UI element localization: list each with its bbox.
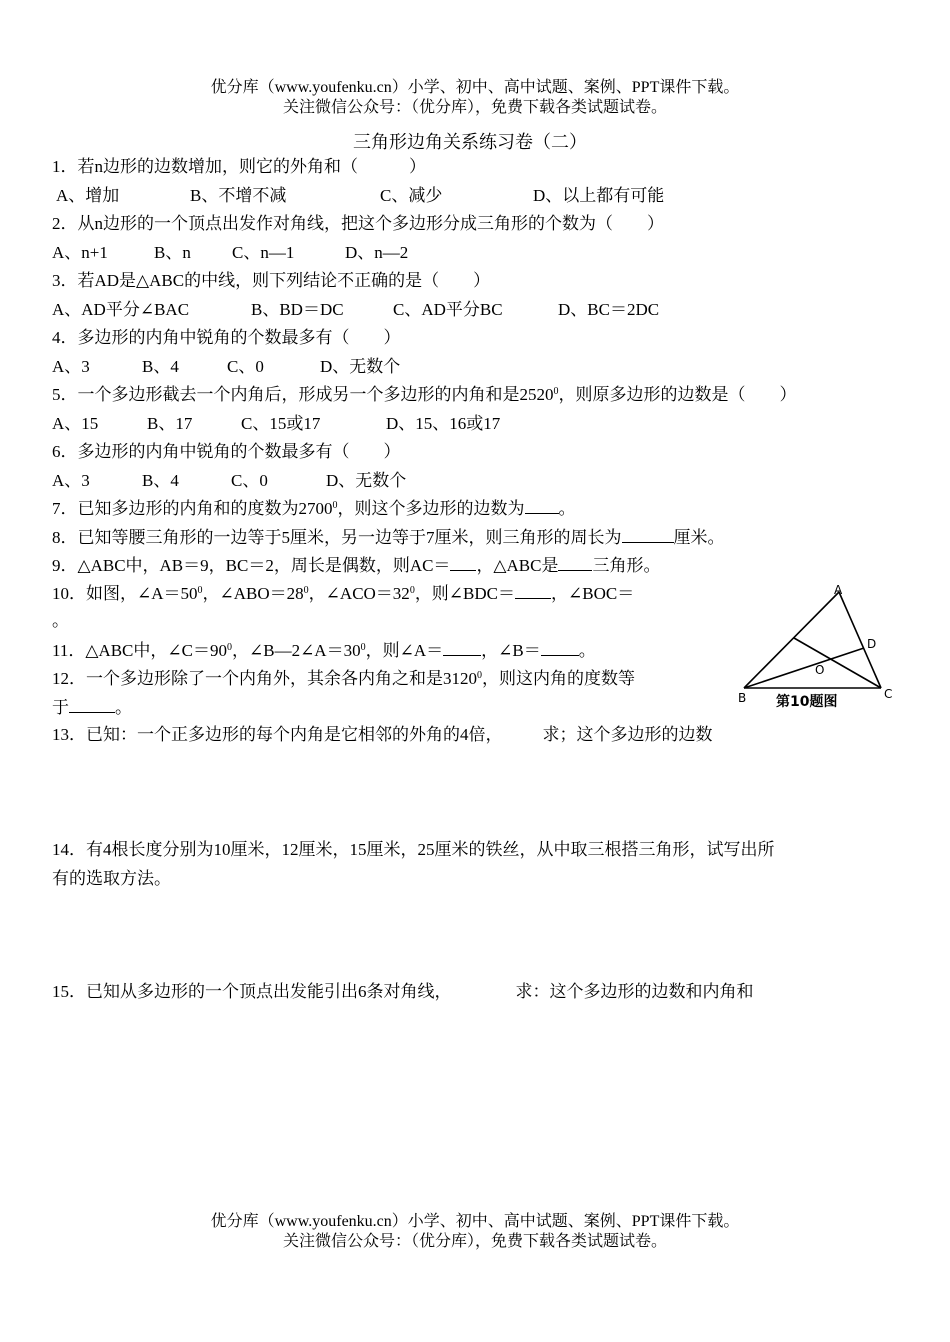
- question-9-text-b: ，△ABC是: [476, 556, 559, 575]
- question-1-stem: 1．若n边形的边数增加，则它的外角和（ ）: [52, 157, 426, 176]
- question-8: [52, 526, 725, 549]
- figure-question-10: [736, 582, 908, 710]
- question-9-text-a: 9．△ABC中，AB＝9，BC＝2，周长是偶数，则AC＝: [52, 556, 451, 575]
- question-4-option-b: B、4: [142, 357, 179, 376]
- question-10-text-5: ，∠BOC＝: [551, 584, 635, 603]
- degree-mark: 0: [409, 585, 415, 596]
- question-9: [52, 554, 660, 577]
- page-title: 三角形边角关系练习卷（二）: [353, 132, 587, 152]
- question-11-text-3: ，则∠A＝: [365, 641, 444, 660]
- answer-blank[interactable]: [443, 639, 481, 656]
- question-5-option-c: C、15或17: [241, 414, 321, 433]
- label-d: D: [867, 637, 877, 651]
- question-13-text-b: 求；这个多边形的边数: [542, 725, 713, 744]
- question-12-cont: [52, 696, 132, 719]
- question-5-stem: [52, 384, 797, 406]
- degree-mark: 0: [226, 642, 232, 653]
- question-11: [52, 639, 596, 662]
- question-4-option-a: A、3: [52, 357, 90, 376]
- question-11-text-4: ，∠B＝: [481, 641, 541, 660]
- question-14-line-2: 有的选取方法。: [52, 869, 171, 888]
- question-4-option-c: C、0: [227, 357, 264, 376]
- question-10-text-3: ，∠ACO＝32: [308, 584, 410, 603]
- question-9-text-c: 三角形。: [592, 556, 661, 575]
- footer-line-2: 关注微信公众号：（优分库），免费下载各类试题试卷。: [282, 1233, 667, 1250]
- question-2-option-a: A、n+1: [52, 243, 108, 262]
- side-ab: [744, 592, 839, 688]
- answer-blank[interactable]: [622, 526, 674, 543]
- question-12-text-4: 。: [115, 698, 132, 717]
- question-12: [52, 668, 635, 690]
- question-3-option-c: C、AD平分BC: [393, 300, 503, 319]
- question-6-option-c: C、0: [231, 471, 268, 490]
- question-3-option-d: D、BC＝2DC: [558, 300, 660, 319]
- question-11-text-5: 。: [578, 641, 596, 660]
- question-10-text-2: ，∠ABO＝28: [202, 584, 304, 603]
- question-11-text-2: ，∠B—2∠A＝30: [231, 641, 361, 660]
- question-7-text-c: 。: [558, 499, 576, 518]
- question-5-stem-a: 5．一个多边形截去一个内角后，形成另一个多边形的内角和是2520: [52, 385, 554, 404]
- question-5-option-b: B、17: [147, 414, 193, 433]
- label-c: C: [884, 687, 893, 701]
- label-b: B: [738, 691, 747, 705]
- question-11-text-1: 11．△ABC中，∠C＝90: [52, 641, 227, 660]
- question-15: [52, 981, 754, 1003]
- question-1-option-a: A、增加: [56, 186, 120, 205]
- question-14-line-1: 14．有4根长度分别为10厘米，12厘米，15厘米，25厘米的铁丝，从中取三根搭三角形，试写出所: [52, 840, 775, 859]
- question-6-stem: 6．多边形的内角中锐角的个数最多有（ ）: [52, 442, 401, 461]
- question-10-text-1: 10．如图，∠A＝50: [52, 584, 198, 603]
- question-3-option-b: B、BD＝DC: [251, 300, 344, 319]
- degree-mark: 0: [553, 386, 559, 397]
- question-12-text-1: 12．一个多边形除了一个内角外，其余各内角之和是3120: [52, 669, 477, 688]
- question-8-text-a: 8．已知等腰三角形的一边等于5厘米，另一边等于7厘米，则三角形的周长为: [52, 528, 622, 547]
- question-7: [52, 497, 576, 520]
- degree-mark: 0: [303, 585, 309, 596]
- degree-mark: 0: [197, 585, 203, 596]
- question-8-text-b: 厘米。: [673, 528, 725, 547]
- question-10: [52, 582, 634, 605]
- footer-line-1: 优分库（www.youfenku.cn）小学、初中、高中试题、案例、PPT课件下载。: [210, 1213, 740, 1230]
- question-7-text-a: 7．已知多边形的内角和的度数为2700: [52, 499, 333, 518]
- question-4-stem: 4．多边形的内角中锐角的个数最多有（ ）: [52, 328, 401, 347]
- question-13-text-a: 13．已知：一个正多边形的每个内角是它相邻的外角的4倍，: [52, 725, 503, 744]
- question-6-option-a: A、3: [52, 471, 90, 490]
- header-line-1: 优分库（www.youfenku.cn）小学、初中、高中试题、案例、PPT课件下载。: [210, 79, 740, 96]
- question-7-text-b: ，则这个多边形的边数为: [337, 499, 525, 518]
- question-6-option-d: D、无数个: [326, 471, 407, 490]
- question-5-stem-b: ，则原多边形的边数是（ ）: [558, 385, 797, 404]
- question-15-text-b: 求：这个多边形的边数和内角和: [515, 982, 754, 1001]
- question-3-option-a: A、AD平分∠BAC: [52, 300, 190, 319]
- question-5-option-a: A、15: [52, 414, 99, 433]
- question-2-option-b: B、n: [154, 243, 191, 262]
- answer-blank[interactable]: [541, 639, 579, 656]
- question-5-option-d: D、15、16或17: [386, 414, 501, 433]
- figure-caption: 第10题图: [776, 694, 838, 710]
- question-15-text-a: 15．已知从多边形的一个顶点出发能引出6条对角线，: [52, 982, 452, 1001]
- question-10-text-4: ，则∠BDC＝: [414, 584, 516, 603]
- question-2-stem: 2．从n边形的一个顶点出发作对角线，把这个多边形分成三角形的个数为（ ）: [52, 214, 664, 233]
- question-6-option-b: B、4: [142, 471, 179, 490]
- answer-blank[interactable]: [450, 554, 476, 571]
- question-12-text-2: ，则这内角的度数等: [482, 669, 635, 688]
- degree-mark: 0: [477, 670, 482, 681]
- answer-blank[interactable]: [515, 582, 551, 599]
- header-line-2: 关注微信公众号：（优分库），免费下载各类试题试卷。: [282, 99, 667, 116]
- question-4-option-d: D、无数个: [320, 357, 401, 376]
- question-1-option-d: D、以上都有可能: [533, 186, 665, 205]
- question-10-tail: 。: [52, 611, 69, 630]
- question-1-option-c: C、减少: [380, 186, 443, 205]
- degree-mark: 0: [360, 642, 366, 653]
- question-3-stem: 3．若AD是△ABC的中线，则下列结论不正确的是（ ）: [52, 271, 491, 290]
- label-a: A: [834, 583, 843, 597]
- question-12-text-3: 于: [52, 698, 69, 717]
- question-2-option-d: D、n—2: [345, 243, 409, 262]
- question-1-option-b: B、不增不减: [190, 186, 287, 205]
- degree-mark: 0: [332, 500, 338, 511]
- answer-blank[interactable]: [558, 554, 592, 571]
- question-13: [52, 724, 713, 746]
- label-o: O: [815, 663, 825, 677]
- answer-blank[interactable]: [69, 696, 115, 713]
- question-2-option-c: C、n—1: [232, 243, 295, 262]
- answer-blank[interactable]: [525, 497, 559, 514]
